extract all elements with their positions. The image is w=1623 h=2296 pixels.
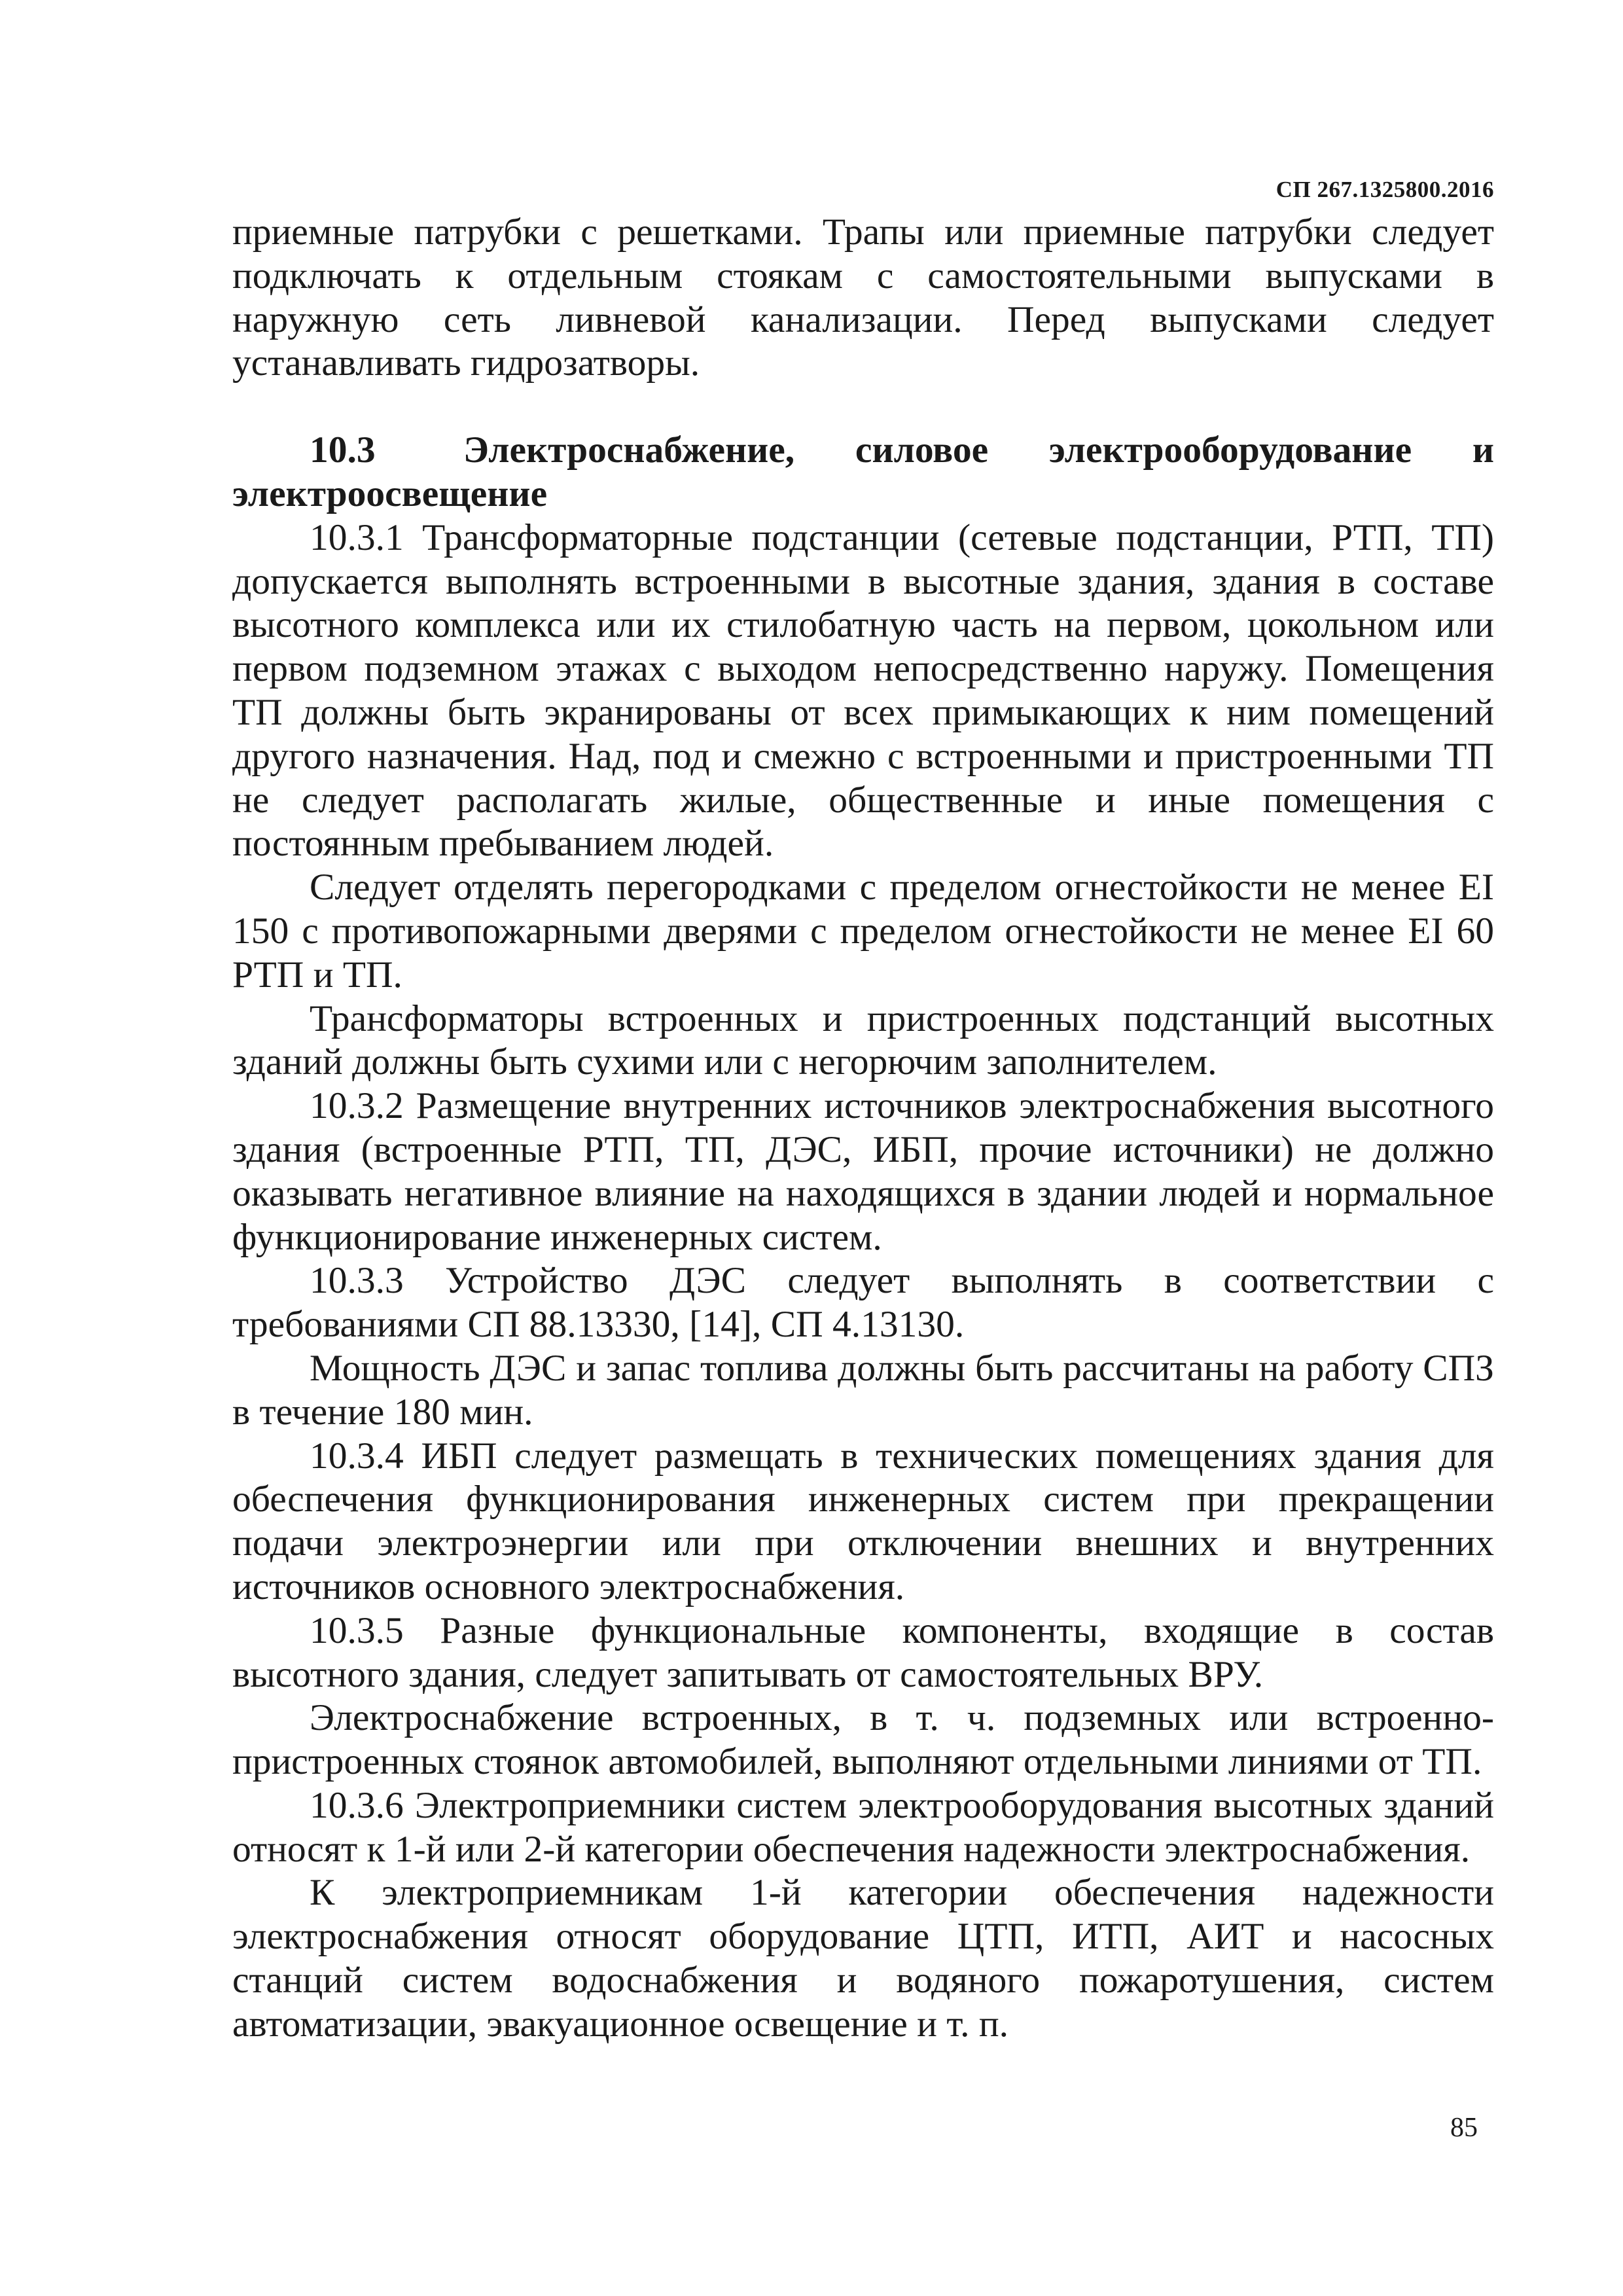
paragraph-10-3-5-parking: Электроснабжение встроенных, в т. ч. подземных или встроенно-пристроенных стоянок автомобилей, выполняют отдельными линиями от ТП.: [232, 1697, 1494, 1783]
paragraph-10-3-1: 10.3.1 Трансформаторные подстанции (сетевые подстанции, РТП, ТП) допускается выполнять встроенными в высотные здания, здания в составе высотного комплекса или их стилобатную часть на первом, цокольном или первом подземном этажах с выходом непосредственно наружу. Помещения ТП должны быть экранированы от всех примыкающих к ним помещений другого назначения. Над, под и смежно с встроенными и пристроенными ТП не следует располагать жилые, общественные и иные помещения с постоянным пребыванием людей.: [232, 516, 1494, 865]
paragraph-10-3-4: 10.3.4 ИБП следует размещать в технических помещениях здания для обеспечения функционирования инженерных систем при прекращении подачи электроэнергии или при отключении внешних и внутренних источников основного электроснабжения.: [232, 1435, 1494, 1607]
document-body: [232, 211, 1494, 2047]
section-number: 10.3: [310, 429, 376, 471]
paragraph-10-3-5: 10.3.5 Разные функциональные компоненты, входящие в состав высотного здания, следует запитывать от самостоятельных ВРУ.: [232, 1609, 1494, 1695]
page-number: 85: [1450, 2113, 1478, 2143]
section-heading: [232, 429, 1494, 516]
paragraph-10-3-6-category-1: К электроприемникам 1-й категории обеспечения надежности электроснабжения относят оборудование ЦТП, ИТП, АИТ и насосных станций систем водоснабжения и водяного пожаротушения, систем автоматизации, эвакуационное освещение и т. п.: [232, 1872, 1494, 2045]
paragraph-10-3-2: 10.3.2 Размещение внутренних источников электроснабжения высотного здания (встроенные РТП, ТП, ДЭС, ИБП, прочие источники) не должно оказывать негативное влияние на находящихся в здании людей и нормальное функционирование инженерных систем.: [232, 1085, 1494, 1258]
paragraph-10-3-1-fire-resistance: Следует отделять перегородками с пределом огнестойкости не менее EI 150 с противопожарными дверями с пределом огнестойкости не менее EI 60 РТП и ТП.: [232, 867, 1494, 996]
paragraph-10-3-3: 10.3.3 Устройство ДЭС следует выполнять в соответствии с требованиями СП 88.13330, [14], СП 4.13130.: [232, 1260, 1494, 1346]
paragraph-10-3-6: 10.3.6 Электроприемники систем электрооборудования высотных зданий относят к 1-й или 2-й категории обеспечения надежности электроснабжения.: [232, 1784, 1494, 1870]
paragraph-10-3-3-power: Мощность ДЭС и запас топлива должны быть рассчитаны на работу СПЗ в течение 180 мин.: [232, 1347, 1494, 1433]
paragraph-10-3-1-transformers: Трансформаторы встроенных и пристроенных подстанций высотных зданий должны быть сухими или с негорючим заполнителем.: [232, 997, 1494, 1083]
paragraph-intro: приемные патрубки с решетками. Трапы или приемные патрубки следует подключать к отдельным стоякам с самостоятельными выпусками в наружную сеть ливневой канализации. Перед выпусками следует устанавливать гидрозатворы.: [232, 211, 1494, 384]
section-title: Электроснабжение, силовое электрооборудование и электроосвещение: [232, 429, 1494, 514]
document-code-header: СП 267.1325800.2016: [1275, 177, 1494, 202]
